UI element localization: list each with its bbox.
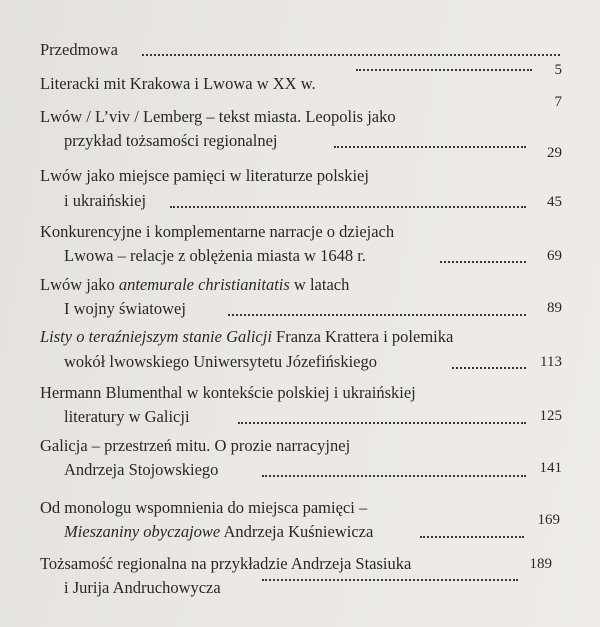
dot-leader [440, 249, 526, 263]
toc-page-number: 89 [547, 300, 562, 316]
toc-entry-title-cont [64, 522, 373, 542]
toc-entry-title [40, 327, 453, 347]
toc-page-number: 45 [547, 194, 562, 210]
toc-entry-title-cont: literatury w Galicji [64, 407, 190, 426]
toc-entry-title: Tożsamość regionalna na przykładzie Andrzeja Stasiuka [40, 554, 412, 573]
toc-entry-title: Hermann Blumenthal w kontekście polskiej i ukraińskiej [40, 383, 416, 402]
toc-page-number: 5 [554, 62, 562, 78]
toc-entry-title-cont: I wojny światowej [64, 299, 186, 318]
toc-entry-title-cont: i Jurija Andruchowycza [64, 578, 221, 597]
toc-entry-title-cont: przykład tożsamości regionalnej [64, 131, 278, 150]
title-part: w latach [289, 275, 350, 294]
title-italic-part: Listy o teraźniejszym stanie Galicji [40, 327, 272, 346]
dot-leader [262, 567, 518, 581]
toc-page-number: 7 [554, 94, 562, 110]
dot-leader [262, 463, 526, 477]
dot-leader [238, 410, 526, 424]
toc-entry-title-cont: i ukraińskiej [64, 191, 147, 210]
toc-entry-title: Konkurencyjne i komplementarne narracje o dziejach [40, 222, 395, 241]
toc-entry-title: Lwów / L’viv / Lemberg – tekst miasta. Leopolis jako [40, 107, 396, 126]
toc-entry-title-cont: Lwowa – relacje z oblężenia miasta w 1648 r. [64, 246, 366, 265]
toc-page-number: 141 [539, 460, 562, 476]
title-part: Lwów jako [40, 275, 119, 294]
toc-entry-title-cont: wokół lwowskiego Uniwersytetu Józefińskiego [64, 352, 377, 371]
dot-leader [420, 524, 524, 538]
toc-entry-title: Od monologu wspomnienia do miejsca pamięci – [40, 498, 368, 517]
toc-page-number: 29 [547, 145, 562, 161]
toc-page-number: 125 [539, 408, 562, 424]
toc-page-number: 69 [547, 248, 562, 264]
toc-entry-title-cont: Andrzeja Stojowskiego [64, 460, 219, 479]
title-italic-part: antemurale christianitatis [118, 275, 290, 294]
toc-entry-title: Literacki mit Krakowa i Lwowa w XX w. [40, 74, 316, 93]
dot-leader [356, 57, 532, 71]
toc-page-number: 169 [537, 512, 560, 528]
title-italic-part: Mieszaniny obyczajowe [64, 522, 221, 541]
toc-entry-title: Lwów jako miejsce pamięci w literaturze polskiej [40, 166, 369, 185]
toc-page-number: 113 [540, 354, 562, 370]
dot-leader [170, 194, 526, 208]
dot-leader [334, 134, 526, 148]
toc-entry-title: Galicja – przestrzeń mitu. O prozie narracyjnej [40, 436, 351, 455]
toc-entry-title [40, 275, 349, 295]
dot-leader [452, 355, 526, 369]
title-part: Franza Krattera i polemika [271, 327, 454, 346]
dot-leader [228, 302, 526, 316]
dot-leader [142, 42, 560, 56]
toc-entry-title: Przedmowa [40, 40, 118, 59]
toc-page-number: 189 [529, 556, 552, 572]
title-part: Andrzeja Kuśniewicza [220, 522, 374, 541]
